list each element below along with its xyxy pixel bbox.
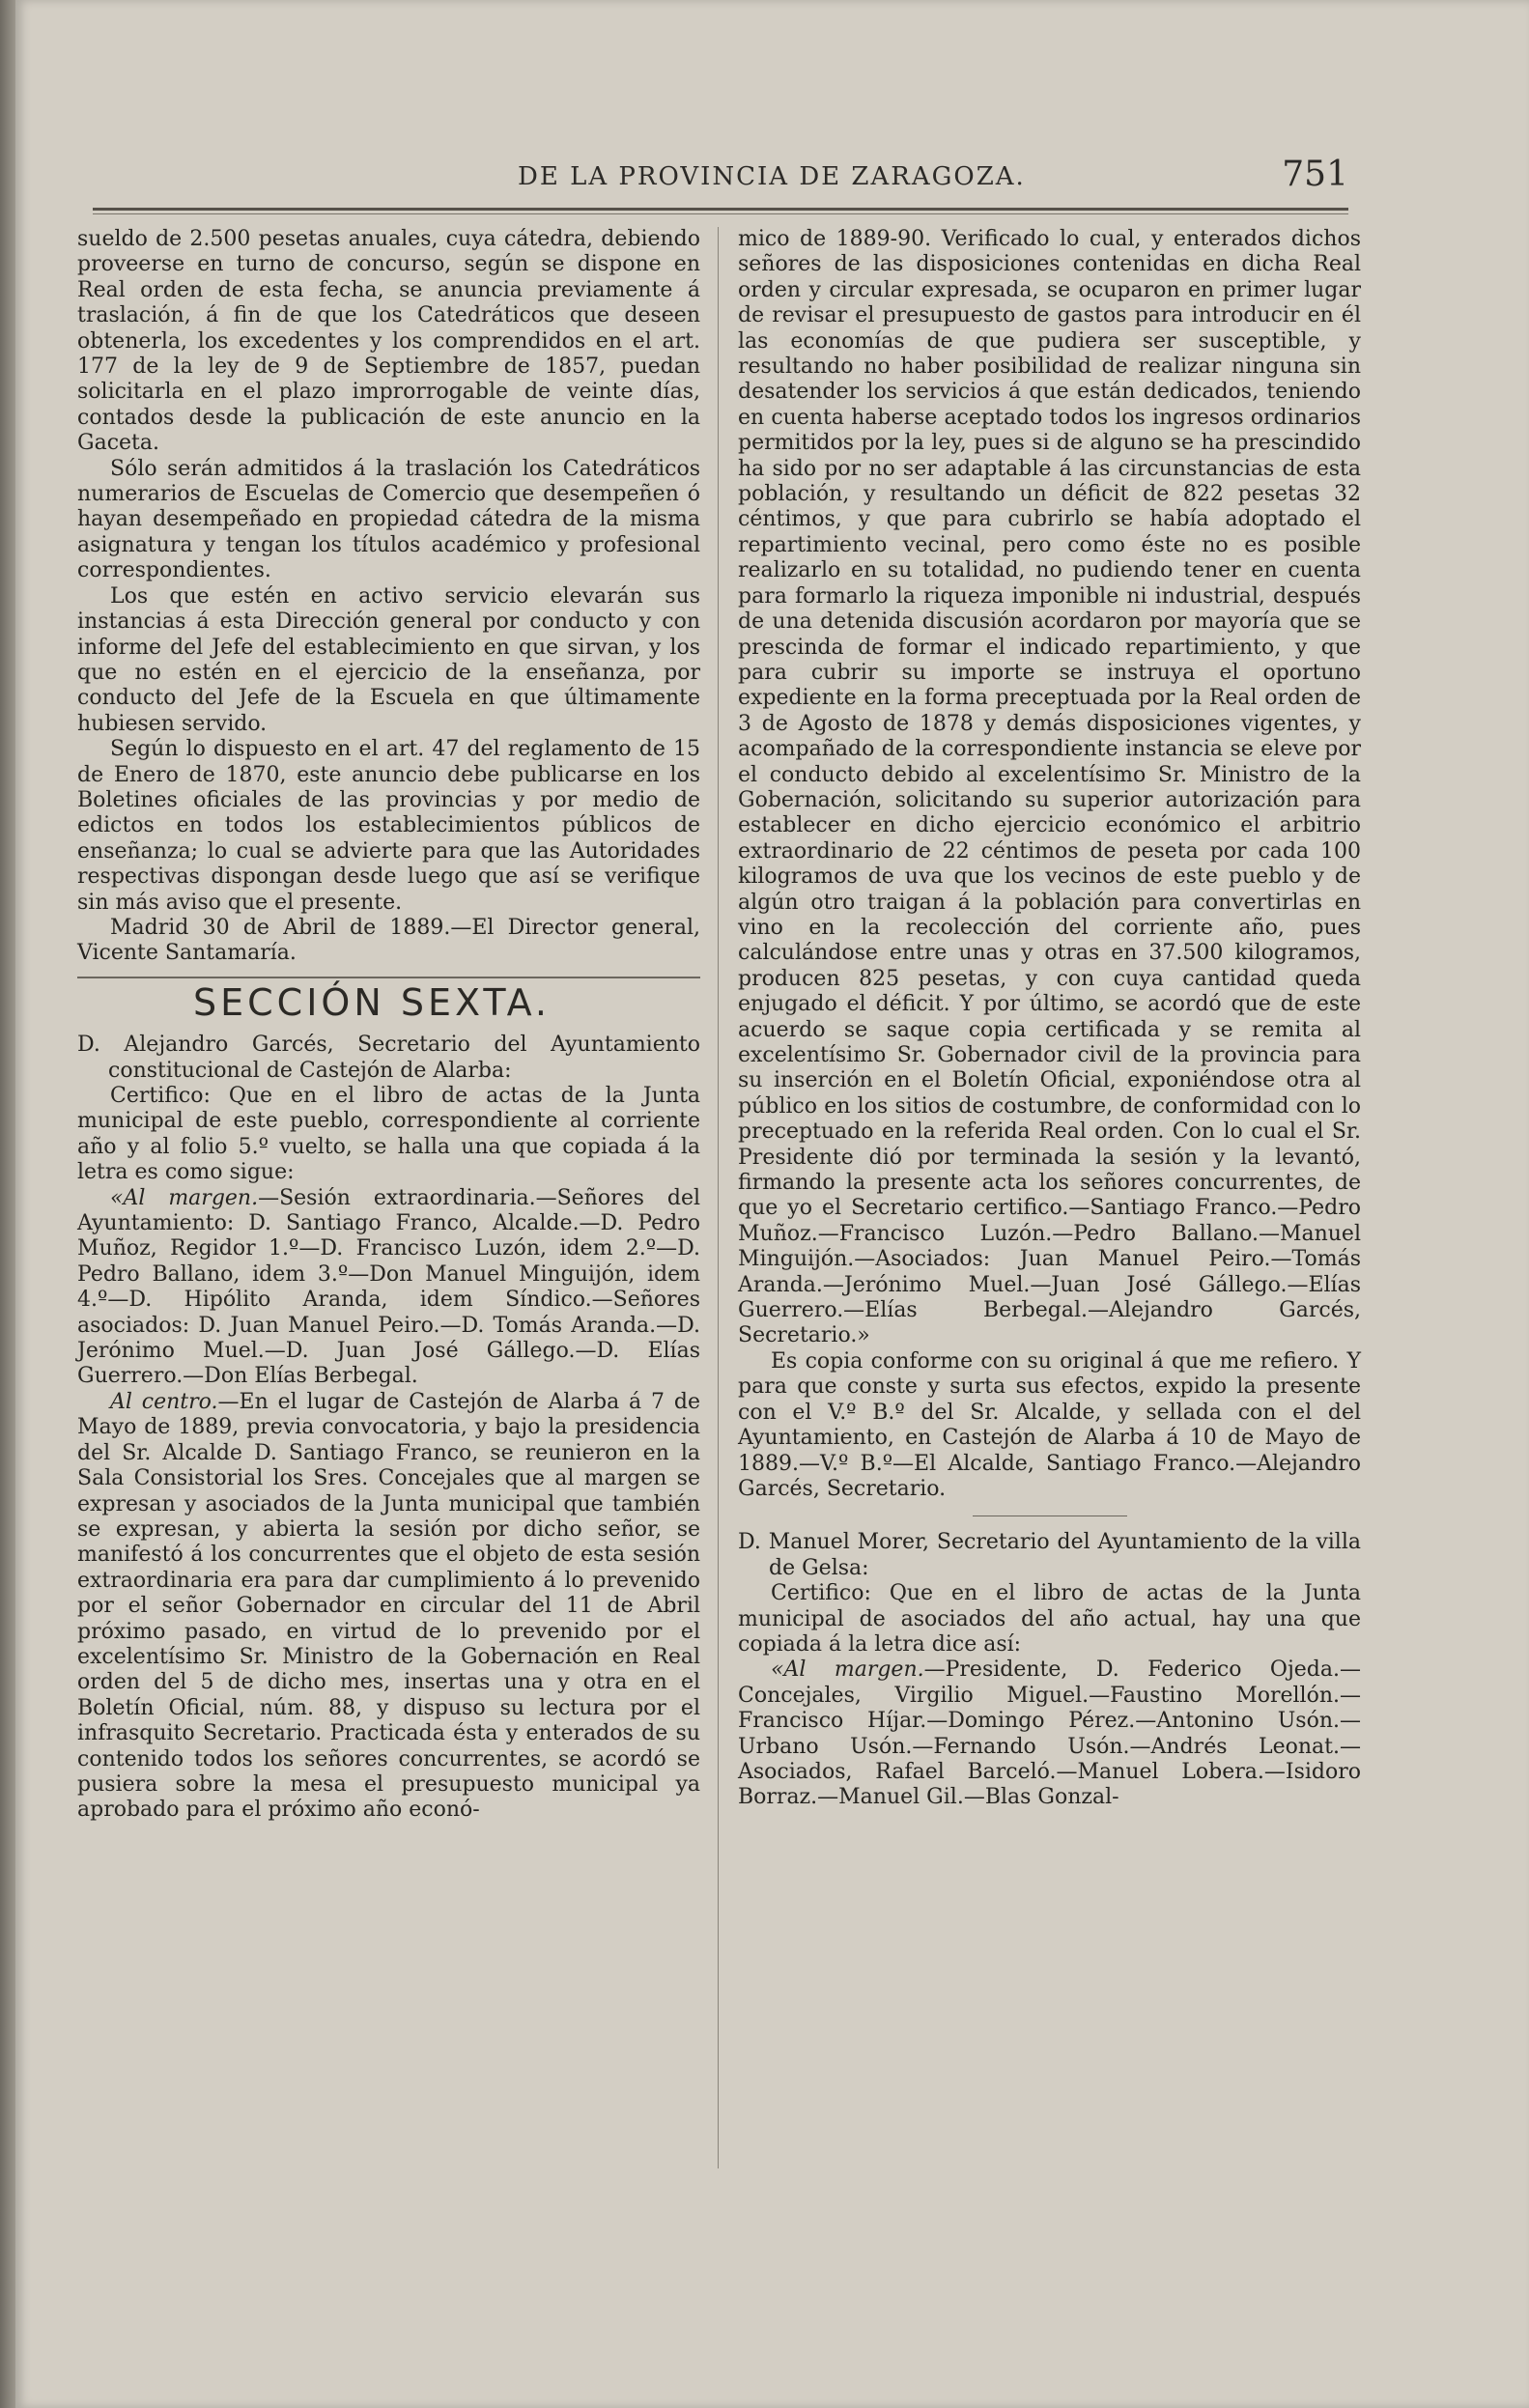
paragraph-text: —En el lugar de Castejón de Alarba á 7 de Mayo de 1889, previa convocatoria, y bajo la presidencia del Sr. Alcalde D. Santiago Franco, se reunieron en la Sala Consistorial los Sres. Concejales que al margen se expresan y asociados de la Junta municipal que también se expresan, y abierta la sesión por dicho señor, se manifestó á los concurrentes que el objeto de esta sesión extraordinaria era para dar cumplimiento á lo prevenido por el señor Gobernador en circular del 11 de Abril próximo pasado, en virtud de lo prevenido por el excelentísimo Sr. Ministro de la Gobernación en Real orden del 5 de dicho mes, insertas una y otra en el Boletín Oficial, núm. 88, y dispuso su lectura por el infrasquito Secretario. Practicada ésta y enterados de su contenido todos los señores concurrentes, se acordó se pusiera sobre la mesa el presupuesto municipal ya aprobado para el próximo año econó- [77, 1389, 701, 1823]
paragraph: mico de 1889-90. Verificado lo cual, y enterados dichos señores de las disposiciones contenidas en dicha Real orden y circular expresada, se ocuparon en primer lugar de revisar el presupuesto de gastos para introducir en él las economías de que pudiera ser susceptible, y resultando no haber posibilidad de realizar ninguna sin desatender los servicios á que están dedicados, teniendo en cuenta haberse aceptado todos los ingresos ordinarios permitidos por la ley, pues si de alguno se ha prescindido ha sido por no ser adaptable á las circunstancias de esta población, y resultando un déficit de 822 pesetas 32 céntimos, y que para cubrirlo se había adoptado el repartimiento vecinal, pero como éste no es posible realizarlo en su totalidad, no pudiendo tener en cuenta para formarlo la riqueza imponible ni industrial, después de una detenida discusión acordaron por mayoría que se prescinda de formar el indicado repartimiento, y que para cubrir su importe se instruya el oportuno expediente en la forma preceptuada por la Real orden de 3 de Agosto de 1878 y demás disposiciones vigentes, y acompañado de la correspondiente instancia se eleve por el conducto debido al excelentísimo Sr. Ministro de la Gobernación, solicitando su superior autorización para establecer en dicho ejercicio económico el arbitrio extraordinario de 22 céntimos de peseta por cada 100 kilogramos de uva que los vecinos de este pueblo y de algún otro traigan á la población para convertirlas en vino en la recolección del corriente año, pues calculándose entre unas y otras en 37.500 kilogramos, producen 825 pesetas, y con cuya cantidad queda enjugado el déficit. Y por último, se acordó que de este acuerdo se saque copia certificada y se remita al excelentísimo Sr. Gobernador civil de la provincia para su inserción en el Boletín Oficial, exponiéndose otra al público en los sitios de costumbre, de conformidad con lo preceptuado en la referida Real orden. Con lo cual el Sr. Presidente dió por terminada la sesión y la levantó, firmando la presente acta los señores concurrentes, de que yo el Secretario certifico.—Santiago Franco.—Pedro Muñoz.—Francisco Luzón.—Pedro Ballano.—Manuel Minguijón.—Asociados: Juan Manuel Peiro.—Tomás Aranda.—Jerónimo Muel.—Juan José Gállego.—Elías Guerrero.—Elías Berbegal.—Alejandro Garcés, Secretario.» [738, 227, 1361, 1348]
paragraph: Según lo dispuesto en el art. 47 del reglamento de 15 de Enero de 1870, este anuncio debe publicarse en los Boletines oficiales de las provincias y por medio de edictos en todos los establecimientos públicos de enseñanza; lo cual se advierte para que las Autoridades respectivas dispongan desde luego que así se verifique sin más aviso que el presente. [77, 737, 700, 915]
header-rule [93, 208, 1348, 211]
header-rule-thin [93, 213, 1348, 214]
paragraph: D. Manuel Morer, Secretario del Ayuntamiento de la villa de Gelsa: [738, 1530, 1361, 1580]
paragraph-text: —Sesión extraordinaria.—Señores del Ayuntamiento: D. Santiago Franco, Alcalde.—D. Pedro Muñoz, Regidor 1.º—D. Francisco Luzón, idem 2.º—D. Pedro Ballano, idem 3.º—Don Manuel Minguijón, idem 4.º—D. Hipólito Aranda, idem Síndico.—Señores asociados: D. Juan Manuel Peiro.—D. Tomás Aranda.—D. Jerónimo Muel.—D. Juan José Gállego.—D. Elías Guerrero.—Don Elías Berbegal. [77, 1185, 701, 1389]
paragraph [77, 1390, 700, 1824]
paragraph: sueldo de 2.500 pesetas anuales, cuya cátedra, debiendo proveerse en turno de concurso, según se dispone en Real orden de esta fecha, se anuncia previamente á traslación, á fin de que los Catedráticos que deseen obtenerla, los excedentes y los comprendidos en el art. 177 de la ley de 9 de Septiembre de 1857, puedan solicitarla en el plazo improrrogable de veinte días, contados desde la publicación de este anuncio en la Gaceta. [77, 227, 700, 456]
paragraph: Los que estén en activo servicio elevarán sus instancias á esta Dirección general por conducto y con informe del Jefe del establecimiento en que sirvan, y los que no estén en el ejercicio de la enseñanza, por conducto del Jefe de la Escuela en que últimamente hubiesen servido. [77, 583, 700, 736]
book-spine-shadow [0, 0, 15, 2408]
newspaper-page [15, 0, 1529, 2408]
paragraph: Certifico: Que en el libro de actas de la Junta municipal de este pueblo, correspondiente al corriente año y al folio 5.º vuelto, se halla una que copiada á la letra es como sigue: [77, 1084, 700, 1185]
left-column [77, 227, 700, 1824]
right-column [738, 227, 1361, 1811]
paragraph: Sólo serán admitidos á la traslación los Catedráticos numerarios de Escuelas de Comercio que desempeñen ó hayan desempeñado en propiedad cátedra de la misma asignatura y tengan los títulos académico y profesional correspondientes. [77, 456, 700, 583]
paragraph [77, 1186, 700, 1390]
page-number: 751 [1282, 155, 1348, 194]
paragraph: Certifico: Que en el libro de actas de la Junta municipal de asociados del año actual, hay una que copiada á la letra dice así: [738, 1581, 1361, 1657]
column-divider [718, 227, 719, 2168]
margin-label: «Al margen. [110, 1185, 259, 1210]
signature-line: Madrid 30 de Abril de 1889.—El Director general, Vicente Santamaría. [77, 915, 700, 966]
paragraph: D. Alejandro Garcés, Secretario del Ayuntamiento constitucional de Castejón de Alarba: [77, 1033, 700, 1083]
header-title: DE LA PROVINCIA DE ZARAGOZA. [518, 162, 1026, 191]
paragraph [738, 1657, 1361, 1810]
section-rule [77, 977, 700, 978]
paragraph-text: —Presidente, D. Federico Ojeda.—Concejales, Virgilio Miguel.—Faustino Morellón.—Francisco Híjar.—Domingo Pérez.—Antonino Usón.—Urbano Usón.—Fernando Usón.—Andrés Leonat.—Asociados, Rafael Barceló.—Manuel Lobera.—Isidoro Borraz.—Manuel Gil.—Blas Gonzal- [738, 1657, 1361, 1810]
paragraph: Es copia conforme con su original á que me refiero. Y para que conste y surta sus efectos, expido la presente con el V.º B.º del Sr. Alcalde, y sellada con el del Ayuntamiento, en Castejón de Alarba á 10 de Mayo de 1889.—V.º B.º—El Alcalde, Santiago Franco.—Alejandro Garcés, Secretario. [738, 1348, 1361, 1501]
margin-label: «Al margen. [771, 1657, 924, 1683]
section-title: SECCIÓN SEXTA. [193, 980, 551, 1024]
page-header [93, 155, 1348, 201]
center-label: Al centro. [110, 1389, 218, 1414]
